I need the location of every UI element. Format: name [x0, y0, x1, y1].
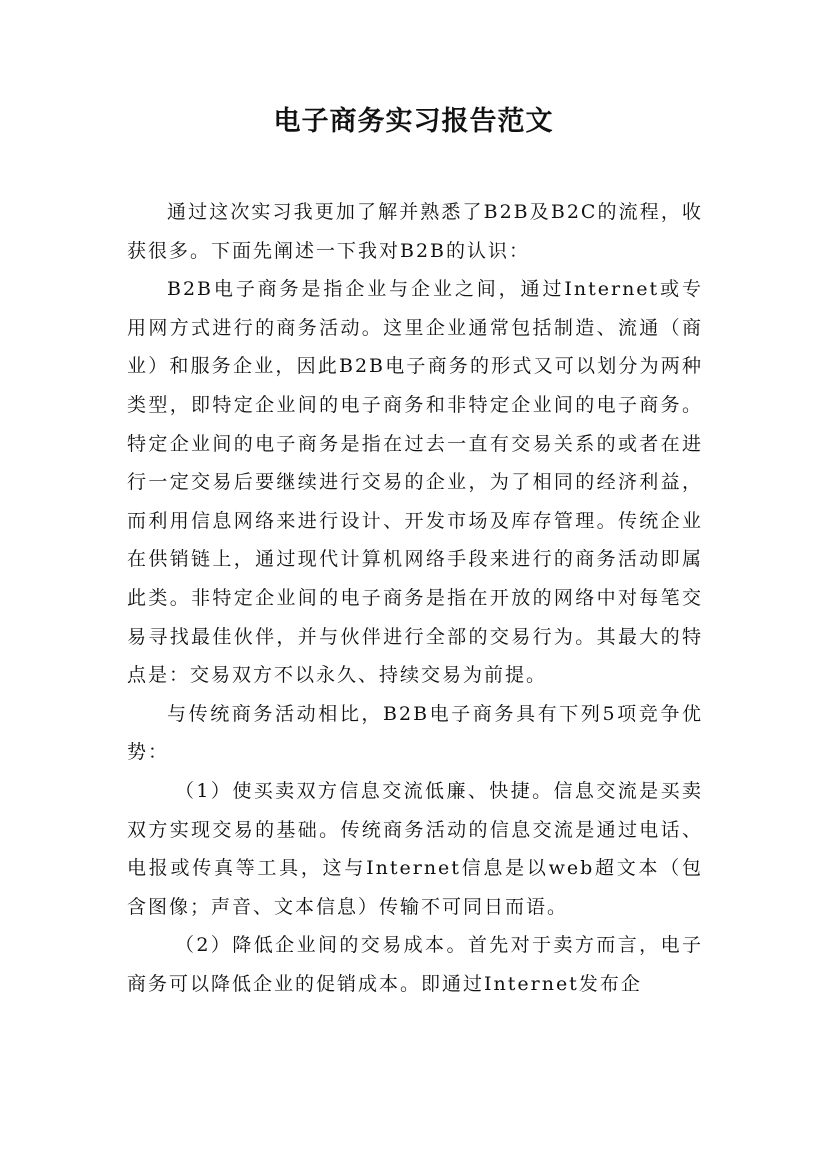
paragraph-advantage-2: （2）降低企业间的交易成本。首先对于卖方而言，电子商务可以降低企业的促销成本。即通过Internet发布企 — [127, 934, 703, 995]
paragraph-intro: 通过这次实习我更加了解并熟悉了B2B及B2C的流程，收获很多。下面先阐述一下我对B2B的认识： — [127, 201, 703, 262]
document-title: 电子商务实习报告范文 — [273, 106, 554, 137]
paragraph-advantage-1: （1）使买卖双方信息交流低廉、快捷。信息交流是买卖双方实现交易的基础。传统商务活动的信息交流是通过电话、电报或传真等工具，这与Internet信息是以web超文本（包含图像；声音、文本信息）传输不可同日而语。 — [127, 779, 703, 918]
paragraph-b2b-definition: B2B电子商务是指企业与企业之间，通过Internet或专用网方式进行的商务活动。这里企业通常包括制造、流通（商业）和服务企业，因此B2B电子商务的形式又可以划分为两种类型，即特定企业间的电子商务和非特定企业间的电子商务。特定企业间的电子商务是指在过去一直有交易关系的或者在进行一定交易后要继续进行交易的企业，为了相同的经济利益，而利用信息网络来进行设计、开发市场及库存管理。传统企业在供销链上，通过现代计算机网络手段来进行的商务活动即属此类。非特定企业间的电子商务是指在开放的网络中对每笔交易寻找最佳伙伴，并与伙伴进行全部的交易行为。其最大的特点是：交易双方不以永久、持续交易为前提。 — [127, 278, 703, 687]
paragraph-advantages-intro: 与传统商务活动相比，B2B电子商务具有下列5项竞争优势： — [127, 702, 703, 764]
document-body — [127, 193, 703, 1003]
